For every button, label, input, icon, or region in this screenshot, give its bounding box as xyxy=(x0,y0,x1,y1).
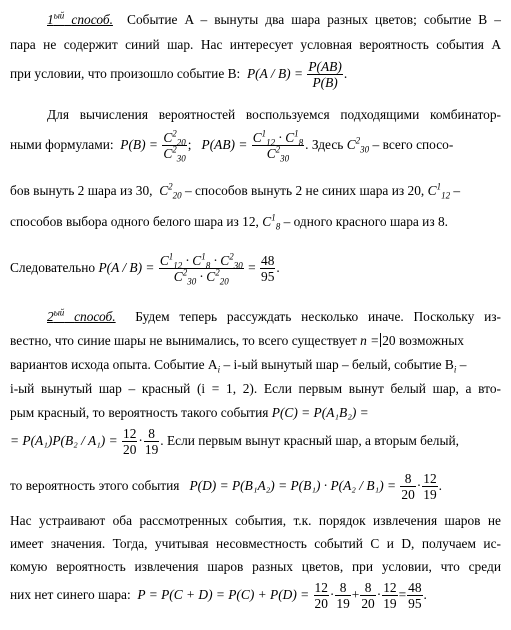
p2-line-3: вариантов исхода опыта. Событие $A_i - i-ый$ вынутый шар – белый, событие $B_i$ – xyxy=(10,357,467,375)
p2-line-6: = P(A₁)P(B₂ / A₁) = $\frac{12}{20}$ · $\frac{8}{19}$ . Если первым вынут красный шар, а вторым белый, xyxy=(10,426,459,458)
p2-line-11: них нет синего шара: P = P(C + D) = P(C) + P(D) = $\frac{12}{20}$ · $\frac{8}{19}$ + $\frac{8}{20}$ · $\frac{12}{19}$ = $\frac{48}{95}$ . xyxy=(10,580,427,612)
p1-heading: $1^{ый}$ способ. xyxy=(47,10,113,27)
p1-fraction-48-95: $\frac{48}{95}$ xyxy=(261,253,275,285)
p2-fraction-12-20-a: $\frac{12}{20}$ xyxy=(123,426,137,458)
p1-line-1: $1^{ый}$ способ. Событие A – вынуты два шара разных цветов; событие B – xyxy=(47,10,501,27)
p2-fraction-8-19-c: $\frac{8}{19}$ xyxy=(336,580,350,612)
p2-fraction-12-19-b: $\frac{12}{19}$ xyxy=(423,471,437,503)
p2-line-7: то вероятность этого события P(D) = P(B₁A₂) = P(B₁) · P(A₂ / B₁) = $\frac{8}{20}$ · $\frac{12}{19}$ . xyxy=(10,471,443,503)
p2-line-9: имеет значения. Тогда, учитывая несовместность событий C и D, получаем ис- xyxy=(10,536,501,551)
p2-line-4: i-ый вынутый шар – красный (i = 1, 2). Если первым вынут белый шар, а вто- xyxy=(10,381,501,396)
p2-fraction-8-20-c: $\frac{8}{20}$ xyxy=(361,580,375,612)
p2-fraction-12-19-c: $\frac{12}{19}$ xyxy=(383,580,397,612)
p1-fraction-pb: $\frac{C^2_{20}}{C^2_{30}}$ xyxy=(163,128,186,165)
p1-line-6: бов вынуть 2 шара из 30, $C^2_{20}$ – способов вынуть 2 не синих шара из 20, $C^1_{12}$ – xyxy=(10,181,461,201)
p1-line-4: Для вычисления вероятностей воспользуемся подходящими комбинатор- xyxy=(47,107,501,122)
p2-line-5: рым красный, то вероятность такого события P(C) = P(A₁B₂) = xyxy=(10,405,369,420)
p1-line-2: пара не содержит синий шар. Нас интересует условная вероятность события A xyxy=(10,37,501,52)
p1-line-7: способов выбора одного белого шара из 12, $C^1_8$ – одного красного шара из 8. xyxy=(10,212,449,232)
p2-line-2: вестно, что синие шары не вынимались, то всего существует n = 20 возможных xyxy=(10,333,464,348)
p2-fraction-8-19-a: $\frac{8}{19}$ xyxy=(144,426,159,458)
p1-fraction-result: $\frac{C^1_{12} \cdot C^1_8 \cdot C^2_{30}}{C^2_{30} \cdot C^2_{20}}$ xyxy=(159,251,243,288)
p1-line-8: Следовательно P(A / B) = $\frac{C^1_{12} \cdot C^1_8 \cdot C^2_{30}}{C^2_{30} \cdot C^2_{20}}$ = $\frac{48}{95}$ . xyxy=(10,251,280,288)
p1-fraction-pab: $\frac{C^1_{12} \cdot C^1_8}{C^2_{30}}$ xyxy=(252,128,304,165)
p1-line-3: при условии, что произошло событие B: P(A / B) = $\frac{P(AB)}{P(B)}$ . xyxy=(10,59,348,91)
p1-fraction-pab-pb: $\frac{P(AB)}{P(B)}$ xyxy=(308,59,342,91)
p2-line-1: $2^{ый}$ способ. Будем теперь рассуждать несколько иначе. Поскольку из- xyxy=(47,307,501,324)
p2-line-8: Нас устраивают оба рассмотренных события, т.к. порядок извлечения шаров не xyxy=(10,513,501,528)
p2-heading: $2^{ый}$ способ. xyxy=(47,307,116,324)
p2-fraction-48-95: $\frac{48}{95}$ xyxy=(408,580,422,612)
p2-fraction-8-20-b: $\frac{8}{20}$ xyxy=(401,471,415,503)
p1-line-5: ными формулами: P(B) = $\frac{C^2_{20}}{C^2_{30}}$ ; P(AB) = $\frac{C^1_{12} \cdot C^1_8}{C^2_{30}}$ . Здесь $C^2_{30}$ – всего спосо- xyxy=(10,128,454,165)
p2-fraction-12-20-c: $\frac{12}{20}$ xyxy=(314,580,328,612)
p2-line-10: комую вероятность извлечения шаров разных цветов, при условии, что среди xyxy=(10,559,501,574)
